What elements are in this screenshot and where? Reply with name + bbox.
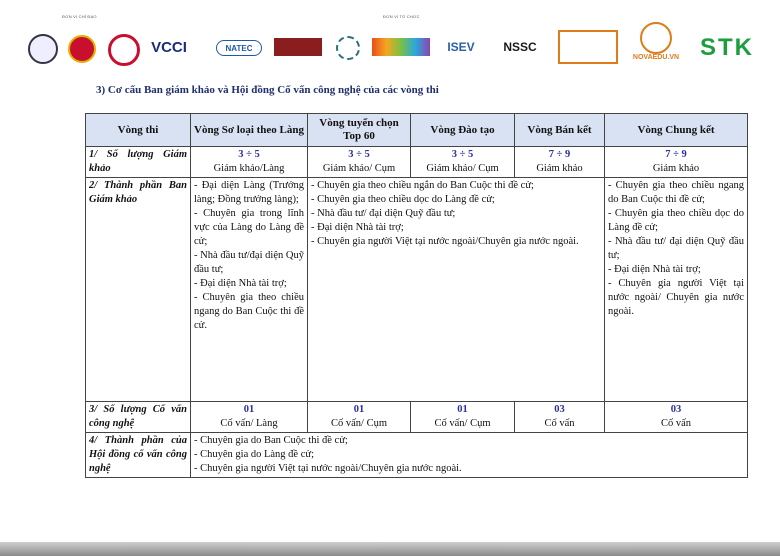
- list-item: - Chuyên gia do Làng đề cử;: [194, 449, 314, 460]
- novaedu-emblem: [640, 22, 672, 54]
- ministry-seal-logo: [28, 34, 58, 64]
- red-swirl-logo: [108, 34, 140, 66]
- national-emblem-logo: [68, 35, 96, 63]
- list-item: - Đại diện Nhà tài trợ;: [194, 278, 287, 289]
- table-cell: [605, 147, 748, 178]
- count-value: 03: [670, 404, 682, 415]
- count-unit: Giám khảo: [652, 163, 700, 174]
- table-row: [86, 178, 748, 402]
- list-item: - Chuyên gia người Việt tại nước ngoài/ Chuyên gia nước ngoài.: [608, 278, 744, 317]
- table-cell: [191, 178, 308, 402]
- count-unit: Giám khảo: [536, 163, 583, 174]
- startup-colors-logo: [372, 38, 430, 56]
- list-item: - Chuyên gia theo chiều ngang do Ban Cuộc thi đề cử.: [194, 292, 304, 331]
- count-value: 7 ÷ 9: [665, 149, 687, 160]
- list-item: - Chuyên gia người Việt tại nước ngoài/Chuyên gia nước ngoài.: [311, 236, 579, 247]
- table-cell: [191, 147, 308, 178]
- natec-logo: NATEC: [216, 40, 262, 56]
- isev-logo: ISEV: [447, 40, 475, 54]
- count-value: 01: [457, 404, 468, 415]
- count-value: 3 ÷ 5: [451, 149, 474, 160]
- list-item: - Đại diện Nhà tài trợ;: [311, 222, 404, 233]
- count-value: 01: [353, 404, 365, 415]
- list: [608, 179, 744, 319]
- list: [194, 434, 744, 476]
- list-item: - Chuyên gia theo chiều dọc do Làng đề cử;: [608, 208, 744, 233]
- row-label: 1/ Số lượng Giám khảo: [86, 147, 191, 178]
- header-cell: Vòng Sơ loại theo Làng: [191, 114, 308, 147]
- table-cell: [411, 402, 515, 433]
- section-title: 3) Cơ cấu Ban giám khảo và Hội đồng Cố vấn công nghệ của các vòng thi: [96, 84, 439, 96]
- table-cell: [191, 433, 748, 478]
- organizing-units-caption: ĐƠN VỊ TỔ CHỨC: [383, 14, 420, 19]
- table-cell: [411, 147, 515, 178]
- list-item: - Chuyên gia người Việt tại nước ngoài/Chuyên gia nước ngoài.: [194, 463, 462, 474]
- vcci-logo: VCCI: [151, 38, 187, 56]
- table-row: [86, 147, 748, 178]
- list-item: - Chuyên gia theo chiều ngắn do Ban Cuộc thi đề cử;: [311, 180, 534, 191]
- nssc-logo: NSSC: [503, 40, 537, 54]
- list-item: - Nhà đầu tư/ đại diện Quỹ đầu tư;: [608, 236, 744, 261]
- table-cell: [308, 402, 411, 433]
- table-cell: [308, 147, 411, 178]
- page-bottom-edge: [0, 542, 780, 556]
- hexagon-network-logo: [336, 36, 360, 60]
- count-value: 3 ÷ 5: [238, 149, 260, 160]
- list-item: - Chuyên gia theo chiều ngang do Ban Cuộc thi đề cử;: [608, 180, 744, 205]
- count-value: 3 ÷ 5: [348, 149, 370, 160]
- count-unit: Giám khảo/Làng: [213, 163, 285, 174]
- table-cell: [515, 402, 605, 433]
- count-unit: Cố vấn/ Làng: [220, 418, 278, 429]
- directing-units-caption: ĐƠN VỊ CHỈ ĐẠO: [62, 14, 97, 19]
- list: [311, 179, 601, 249]
- header-cell: Vòng thi: [86, 114, 191, 147]
- header-cell: Vòng Chung kết: [605, 114, 748, 147]
- logo-strip: [20, 14, 765, 74]
- table-cell: [191, 402, 308, 433]
- row-label: 3/ Số lượng Cố vấn công nghệ: [86, 402, 191, 433]
- row-label: 4/ Thành phần của Hội đồng cố vấn công nghệ: [86, 433, 191, 478]
- stk-logo: STK: [700, 34, 754, 61]
- count-unit: Cố vấn: [660, 418, 692, 429]
- table-cell: [605, 178, 748, 402]
- table-cell: [605, 402, 748, 433]
- count-value: 7 ÷ 9: [548, 149, 571, 160]
- header-cell: Vòng tuyển chọn Top 60: [308, 114, 411, 147]
- count-value: 03: [554, 404, 565, 415]
- gate-logo: [558, 30, 618, 64]
- count-value: 01: [243, 404, 255, 415]
- list-item: - Nhà đầu tư/đại diện Quỹ đầu tư;: [194, 250, 304, 275]
- row-label: 2/ Thành phần Ban Giám khảo: [86, 178, 191, 402]
- count-unit: Cố vấn: [544, 418, 575, 429]
- table-row: [86, 402, 748, 433]
- list: [194, 179, 304, 333]
- list-item: - Nhà đầu tư/ đại diện Quỹ đầu tư;: [311, 208, 456, 219]
- header-cell: Vòng Bán kết: [515, 114, 605, 147]
- count-unit: Giám khảo/ Cụm: [322, 163, 396, 174]
- list-item: - Chuyên gia trong lĩnh vực của Làng do Làng đề cử;: [194, 208, 304, 247]
- list-item: - Đại diện Nhà tài trợ;: [608, 264, 701, 275]
- table-header-row: [86, 114, 748, 147]
- count-unit: Cố vấn/ Cụm: [330, 418, 387, 429]
- header-cell: Vòng Đào tạo: [411, 114, 515, 147]
- table-cell: [308, 178, 605, 402]
- table-row: [86, 433, 748, 478]
- table-cell: [515, 147, 605, 178]
- red-banner-logo: [274, 38, 322, 56]
- list-item: - Chuyên gia theo chiều dọc do Làng đề cử;: [311, 194, 495, 205]
- novaedu-logo: NOVAEDU.VN: [632, 53, 680, 61]
- list-item: - Chuyên gia do Ban Cuộc thi đề cử;: [194, 435, 348, 446]
- jury-structure-table: [85, 113, 748, 478]
- count-unit: Cố vấn/ Cụm: [434, 418, 491, 429]
- list-item: - Đại diện Làng (Trưởng làng; Đồng trưởng làng);: [194, 180, 304, 205]
- count-unit: Giám khảo/ Cụm: [426, 163, 499, 174]
